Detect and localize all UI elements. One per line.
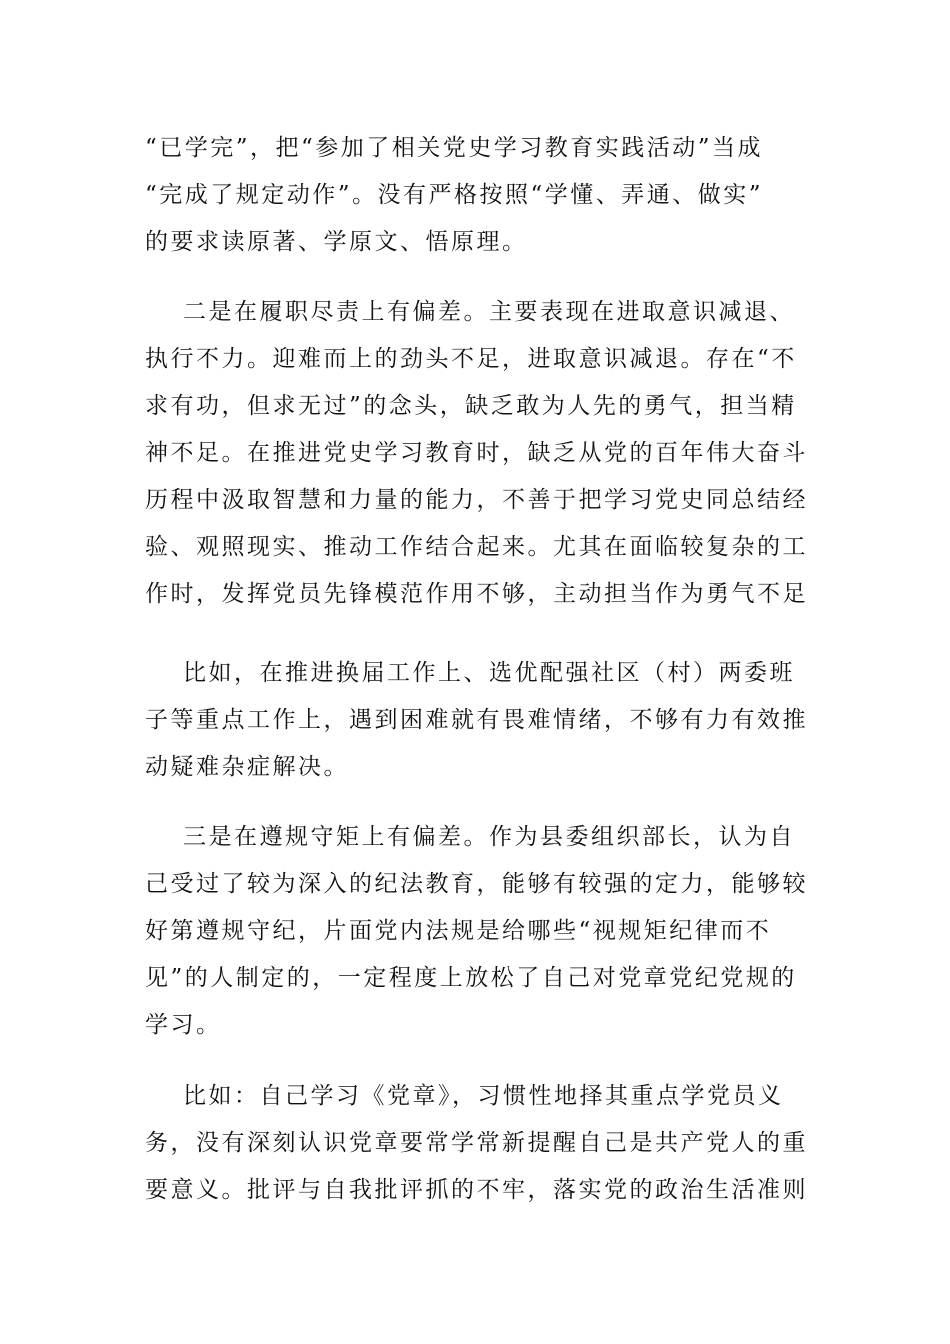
text-line: “已学完”，把“参加了相关党史学习教育实践活动”当成 — [145, 135, 764, 161]
paragraph-rules-example — [145, 1073, 810, 1214]
text-line: 执行不力。迎难而上的劲头不足，进取意识减退。存在“不 — [145, 346, 797, 372]
text-line: 验、观照现实、推动工作结合起来。尤其在面临较复杂的工 — [145, 534, 808, 560]
text-line: 要意义。批评与自我批评抓的不牢，落实党的政治生活准则 — [145, 1177, 808, 1203]
text-line: 见”的人制定的，一定程度上放松了自己对党章党纪党规的 — [145, 965, 797, 991]
paragraph-study-continuation — [145, 125, 810, 266]
text-line: 好第遵规守纪，片面党内法规是给哪些“视规矩纪律而不 — [145, 918, 772, 944]
paragraph-duty-example — [145, 650, 810, 791]
text-line: 己受过了较为深入的纪法教育，能够有较强的定力，能够较 — [145, 871, 808, 897]
text-line: 子等重点工作上，遇到困难就有畏难情绪，不够有力有效推 — [145, 707, 808, 733]
text-line: 务，没有深刻认识党章要常学常新提醒自己是共产党人的重 — [145, 1130, 808, 1156]
paragraph-duty-deviation — [145, 289, 810, 618]
text-line: “完成了规定动作”。没有严格按照“学懂、弄通、做实” — [145, 182, 764, 208]
text-line: 神不足。在推进党史学习教育时，缺乏从党的百年伟大奋斗 — [145, 440, 808, 466]
text-line: 三是在遵规守矩上有偏差。作为县委组织部长，认为自 — [183, 824, 795, 850]
paragraph-rules-deviation — [145, 814, 810, 1049]
text-line: 的要求读原著、学原文、悟原理。 — [145, 229, 528, 255]
text-line: 二是在履职尽责上有偏差。主要表现在进取意识减退、 — [183, 299, 795, 325]
text-line: 比如，在推进换届工作上、选优配强社区（村）两委班 — [183, 660, 795, 686]
text-line: 学习。 — [145, 1012, 222, 1038]
text-line: 比如：自己学习《党章》，习惯性地择其重点学党员义 — [183, 1083, 784, 1109]
text-line: 历程中汲取智慧和力量的能力，不善于把学习党史同总结经 — [145, 487, 808, 513]
text-line: 动疑难杂症解决。 — [145, 754, 349, 780]
text-line: 求有功，但求无过”的念头，缺乏敢为人先的勇气，担当精 — [145, 393, 797, 419]
text-line: 作时，发挥党员先锋模范作用不够，主动担当作为勇气不足 — [145, 581, 808, 607]
